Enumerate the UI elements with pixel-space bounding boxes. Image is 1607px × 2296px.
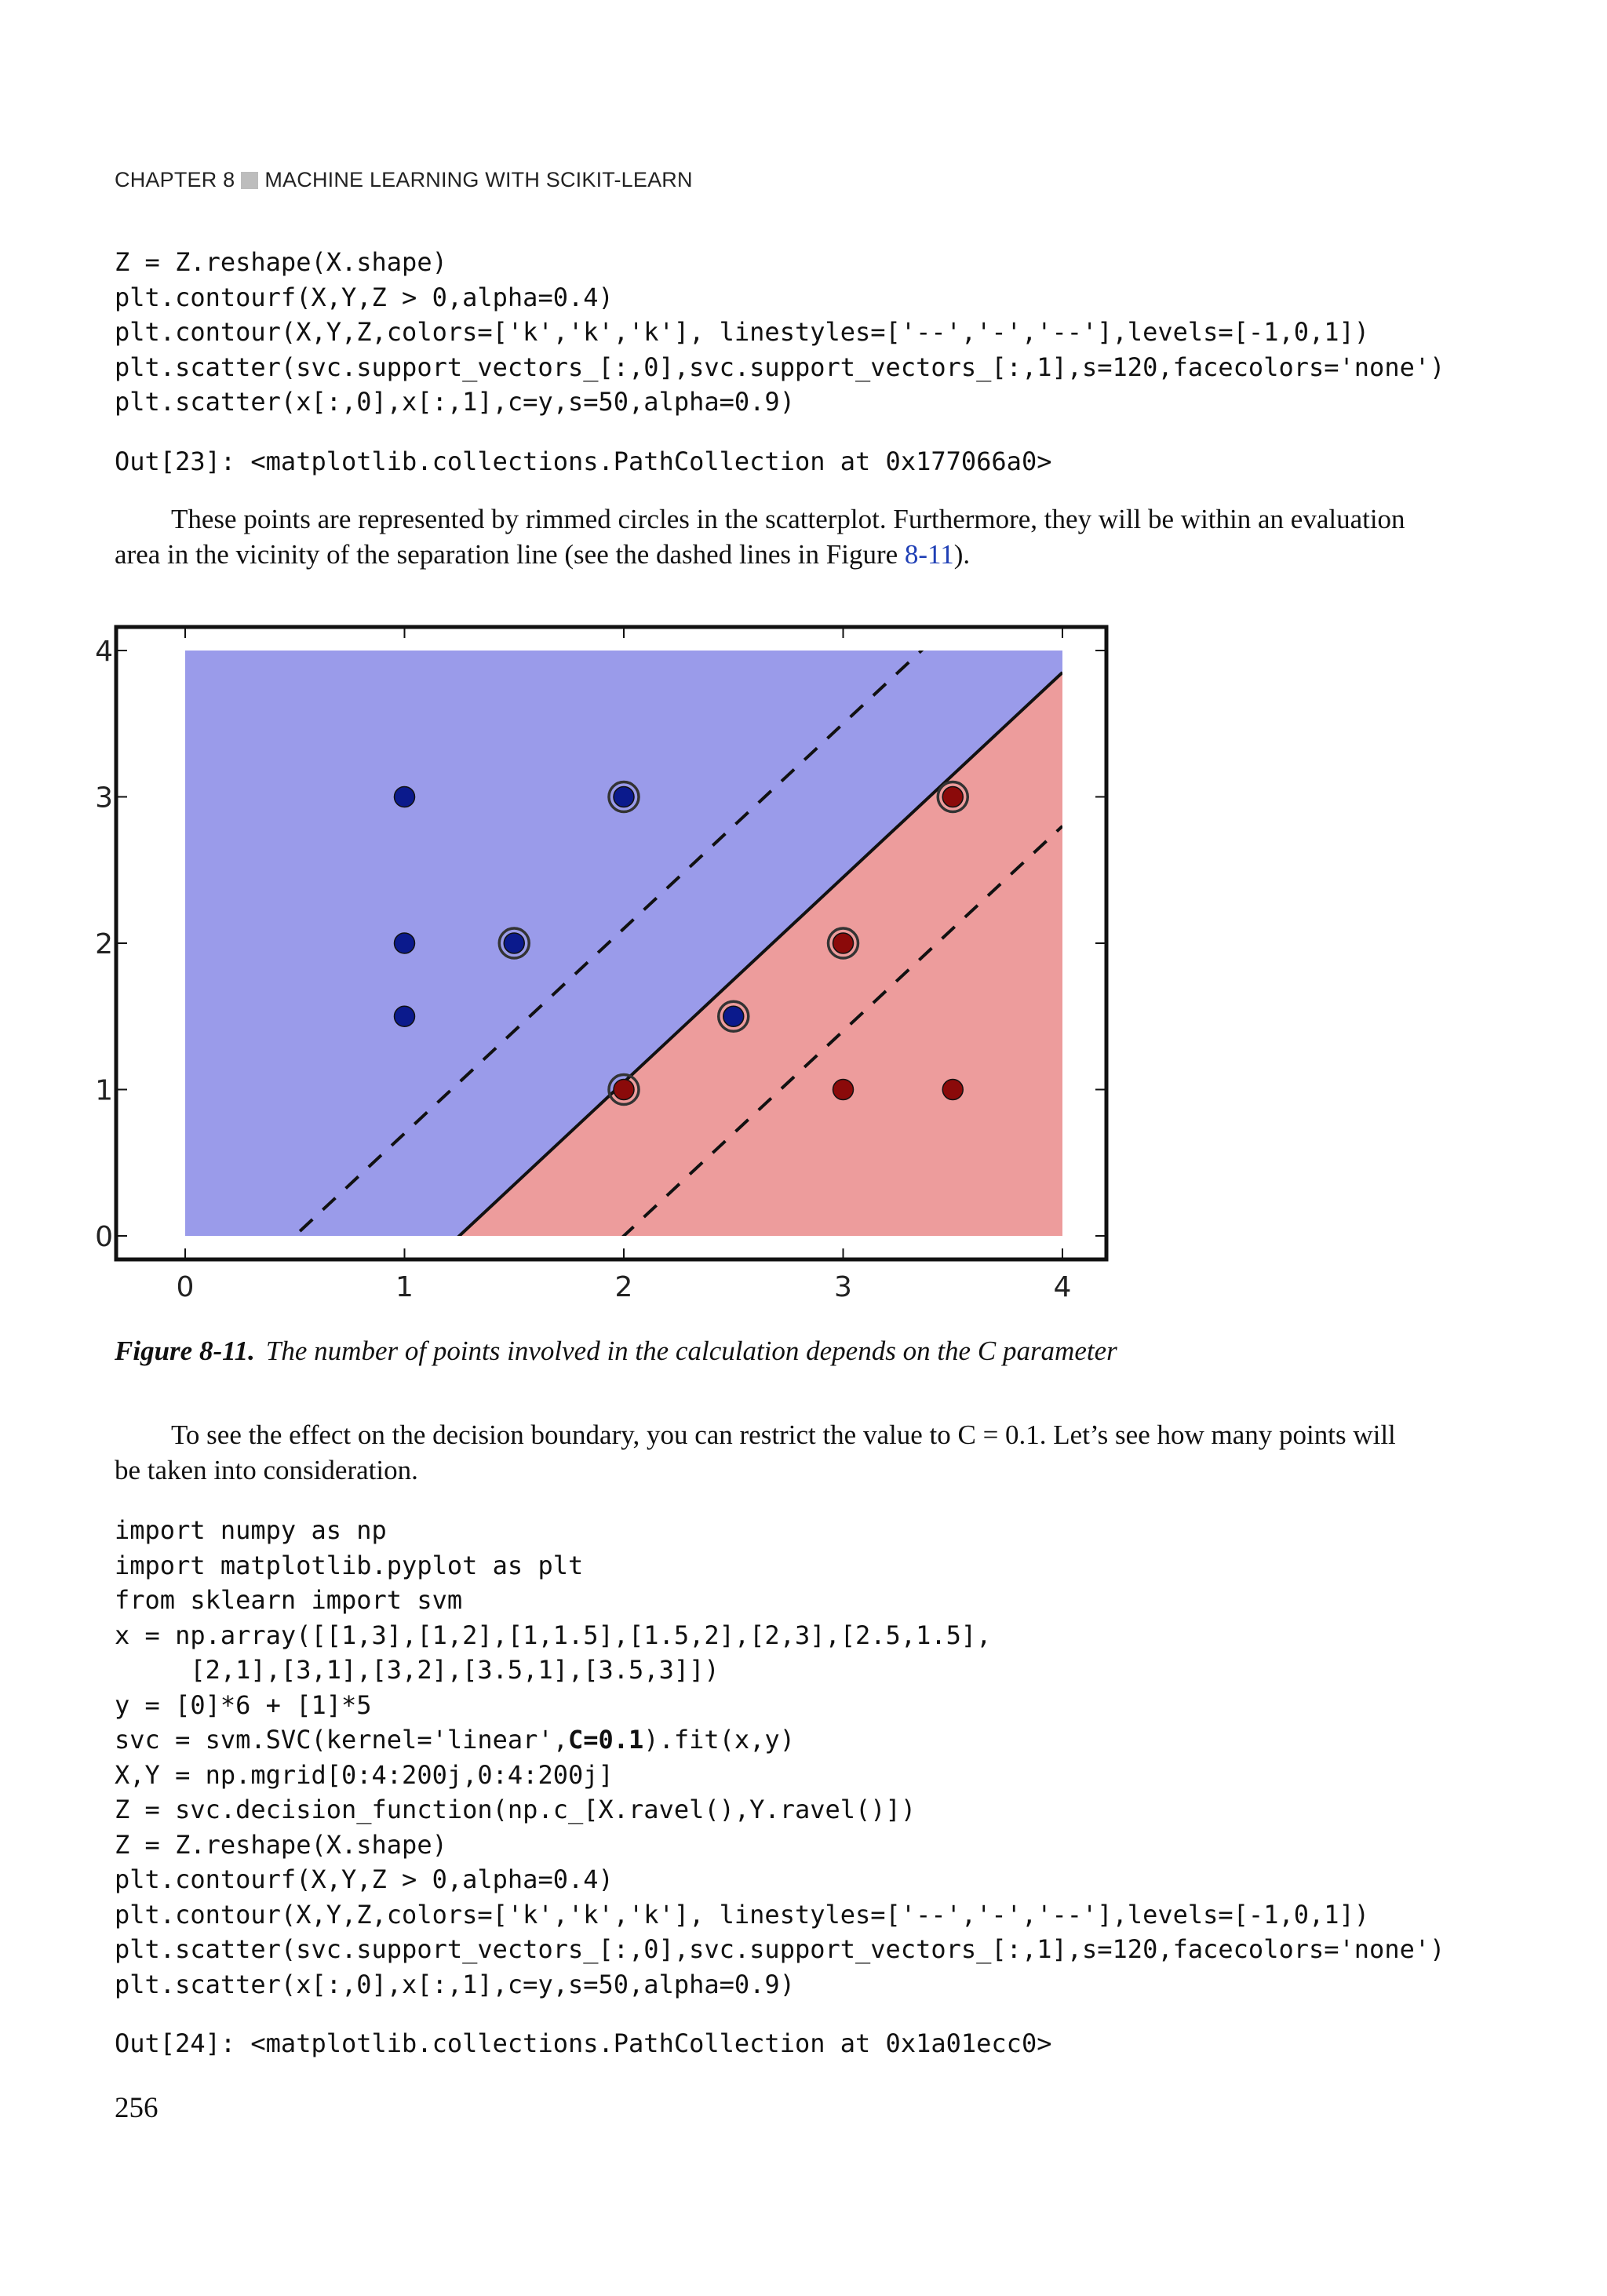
figure-caption (115, 1336, 1117, 1367)
code-line: X,Y = np.mgrid[0:4:200j,0:4:200j] (115, 1759, 614, 1790)
data-point (942, 787, 963, 807)
x-tick-label: 2 (614, 1271, 633, 1303)
data-point (395, 787, 415, 807)
paragraph-text: These points are represented by rimmed circles in the scatterplot. Furthermore, they will be within an evaluation area in the vicinity of the separation line (see the dashed lines in Figure (115, 504, 1405, 570)
code-line: plt.contour(X,Y,Z,colors=['k','k','k'], linestyles=['--','-','--'],levels=[-1,0,1]) (115, 317, 1370, 347)
code-svc-suffix: ).fit(x,y) (643, 1725, 795, 1755)
running-header (115, 168, 693, 192)
code-line: plt.scatter(x[:,0],x[:,1],c=y,s=50,alpha=0.9) (115, 1969, 795, 1999)
chapter-label: CHAPTER 8 (115, 168, 235, 191)
x-tick-label: 4 (1053, 1271, 1072, 1303)
code-svc-prefix: svc = svm.SVC(kernel='linear', (115, 1725, 568, 1755)
code-line: Z = Z.reshape(X.shape) (115, 247, 447, 277)
chapter-title: MACHINE LEARNING WITH SCIKIT-LEARN (264, 168, 693, 191)
code-line: plt.contour(X,Y,Z,colors=['k','k','k'], linestyles=['--','-','--'],levels=[-1,0,1]) (115, 1899, 1370, 1930)
data-point (395, 1006, 415, 1026)
data-point (833, 1080, 854, 1100)
x-tick-label: 3 (834, 1271, 852, 1303)
paragraph-text-end: ). (953, 538, 971, 570)
figure-link[interactable]: 8-11 (904, 538, 954, 570)
y-tick-label: 4 (95, 636, 113, 668)
code-line: plt.scatter(svc.support_vectors_[:,0],svc.support_vectors_[:,1],s=120,facecolors='none') (115, 1934, 1445, 1964)
figure-label: Figure 8-11. (115, 1336, 255, 1366)
data-point (723, 1006, 744, 1026)
code-line: [2,1],[3,1],[3,2],[3.5,1],[3.5,3]]) (115, 1655, 720, 1685)
output-line-bottom: Out[24]: <matplotlib.collections.PathCollection at 0x1a01ecc0> (115, 2028, 1052, 2058)
data-point (833, 933, 854, 953)
code-line: Z = Z.reshape(X.shape) (115, 1829, 447, 1860)
header-separator-square (241, 172, 258, 189)
y-tick-label: 0 (95, 1221, 113, 1253)
data-point (614, 787, 634, 807)
code-line: plt.scatter(x[:,0],x[:,1],c=y,s=50,alpha=0.9) (115, 387, 795, 417)
code-c-param: C=0.1 (567, 1725, 644, 1755)
code-line: y = [0]*6 + [1]*5 (115, 1689, 372, 1720)
code-line: import matplotlib.pyplot as plt (115, 1550, 584, 1580)
code-line: from sklearn import svm (115, 1585, 463, 1615)
data-point (614, 1080, 634, 1100)
code-block-top (115, 245, 1445, 420)
y-tick-label: 3 (95, 782, 113, 815)
page-number: 256 (115, 2092, 159, 2124)
data-point (395, 933, 415, 953)
code-line: x = np.array([[1,3],[1,2],[1,1.5],[1.5,2],[2,3],[2.5,1.5], (115, 1620, 992, 1650)
code-line: import numpy as np (115, 1515, 387, 1545)
code-block-bottom (115, 1513, 1445, 2002)
code-line: plt.contourf(X,Y,Z > 0,alpha=0.4) (115, 282, 614, 312)
x-tick-label: 0 (176, 1271, 195, 1303)
data-point (942, 1080, 963, 1100)
code-line-svc (115, 1725, 795, 1755)
data-point (504, 933, 524, 953)
x-tick-label: 1 (395, 1271, 414, 1303)
code-line: plt.contourf(X,Y,Z > 0,alpha=0.4) (115, 1864, 614, 1894)
paragraph-support-vectors (115, 502, 1417, 572)
decision-regions (185, 651, 1086, 1236)
figure-caption-text: The number of points involved in the calculation depends on the C parameter (265, 1336, 1117, 1366)
paragraph-c-parameter (115, 1418, 1417, 1488)
code-line: plt.scatter(svc.support_vectors_[:,0],svc.support_vectors_[:,1],s=120,facecolors='none') (115, 352, 1445, 382)
output-line-top: Out[23]: <matplotlib.collections.PathCollection at 0x177066a0> (115, 446, 1052, 476)
paragraph-text: To see the effect on the decision boundary, you can restrict the value to C = 0.1. Let’s see how many points will be taken into consideration. (115, 1420, 1396, 1485)
svm-decision-chart (95, 620, 1114, 1318)
y-tick-label: 2 (95, 928, 113, 960)
code-line: Z = svc.decision_function(np.c_[X.ravel(),Y.ravel()]) (115, 1795, 916, 1824)
y-tick-label: 1 (95, 1074, 113, 1107)
